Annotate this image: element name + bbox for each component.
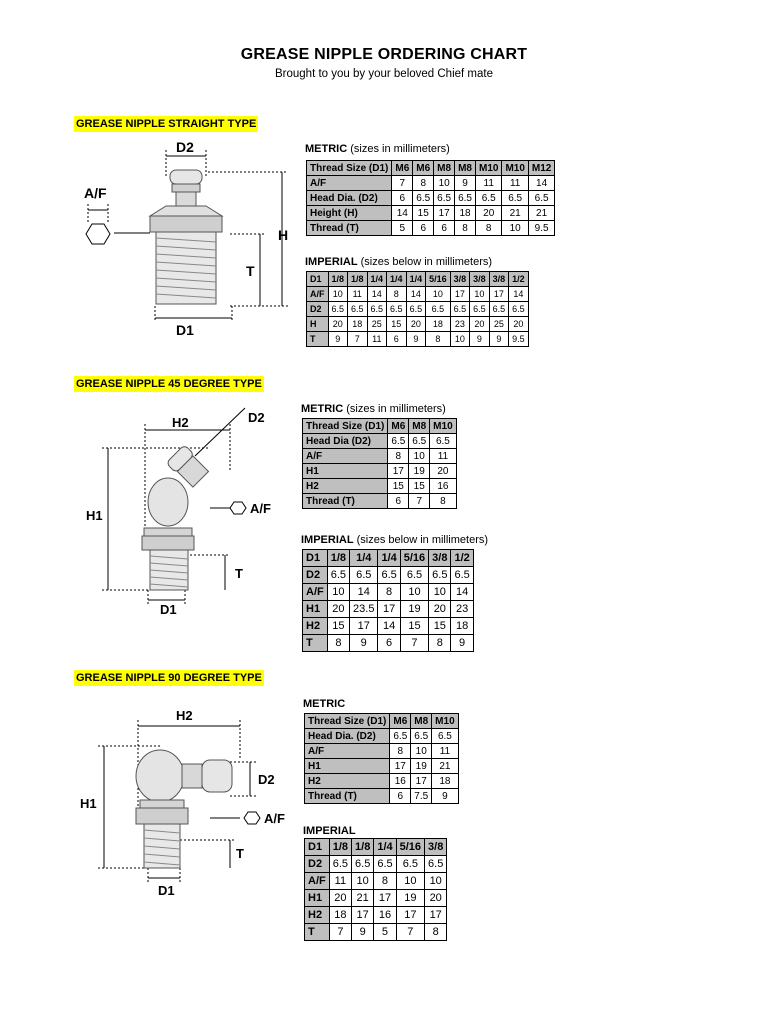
deg45-imperial-label: IMPERIAL (sizes below in millimeters) [301,534,489,546]
table-cell: 15 [388,479,409,494]
table-cell: 6.5 [374,856,396,873]
table-cell: 20 [406,317,426,332]
table-cell: 15 [400,618,428,635]
table-row [305,789,459,804]
table-cell: 7 [409,494,430,509]
table-cell: 6 [434,221,455,236]
table-cell: 3/8 [470,272,490,287]
table-cell: 6.5 [348,302,368,317]
table-cell: 20 [475,206,501,221]
table-cell: 20 [327,601,349,618]
table-cell: 10 [502,221,528,236]
table-cell: 1/8 [329,839,351,856]
table-cell: 6.5 [509,302,529,317]
table-cell: 6.5 [528,191,554,206]
straight-imperial-label: IMPERIAL (sizes below in millimeters) [305,256,493,268]
row-label-cell: H1 [303,601,328,618]
table-cell: 9 [451,635,473,652]
deg90-heading: GREASE NIPPLE 90 DEGREE TYPE [76,672,262,684]
table-cell: 10 [434,176,455,191]
table-cell: 1/8 [328,272,348,287]
table-cell: 17 [378,601,400,618]
table-cell: M10 [502,161,528,176]
table-cell: M6 [388,419,409,434]
table-cell: 7 [400,635,428,652]
table-row [303,464,457,479]
table-cell: 7.5 [411,789,432,804]
table-cell: 5 [392,221,413,236]
table-cell: 1/4 [378,550,400,567]
table-cell: 9 [328,332,348,347]
table-cell: 14 [451,584,473,601]
table-cell: 1/8 [352,839,374,856]
table-cell: 11 [430,449,456,464]
table-cell: 6.5 [432,729,458,744]
table-cell: 1/4 [387,272,407,287]
table-cell: 9 [406,332,426,347]
table-cell: 18 [432,774,458,789]
row-label-cell: H1 [305,890,330,907]
table-cell: 21 [432,759,458,774]
label-d1: D1 [160,602,177,617]
table-cell: 20 [430,464,456,479]
table-cell: 23 [450,317,470,332]
table-cell: 6.5 [400,567,428,584]
table-cell: 15 [327,618,349,635]
table-cell: 5/16 [426,272,451,287]
label-d2: D2 [176,139,194,155]
table-cell: 10 [429,584,451,601]
table-row [305,759,459,774]
label-h2: H2 [176,708,193,723]
deg45-imperial-table [302,549,474,652]
table-cell: 17 [352,907,374,924]
table-header-row [305,714,459,729]
table-cell: 17 [425,907,447,924]
table-cell: 19 [400,601,428,618]
table-cell: M8 [455,161,476,176]
deg90-nipple-diagram [80,700,300,900]
table-cell: 8 [425,924,447,941]
table-cell: 6.5 [434,191,455,206]
table-cell: 8 [475,221,501,236]
table-cell: 9 [470,332,490,347]
label-af: A/F [264,811,285,826]
table-cell: 11 [432,744,458,759]
table-cell: 11 [329,873,351,890]
row-label-cell: H2 [303,479,388,494]
table-cell: 7 [396,924,424,941]
row-label-cell: Head Dia (D2) [303,434,388,449]
table-cell: 10 [426,287,451,302]
label-t: T [235,566,243,581]
table-cell: 16 [390,774,411,789]
table-cell: 1/4 [406,272,426,287]
table-row [303,635,474,652]
table-cell: 14 [350,584,378,601]
table-row [303,601,474,618]
table-cell: M6 [390,714,411,729]
table-cell: 6.5 [470,302,490,317]
table-cell: M12 [528,161,554,176]
row-label-cell: D2 [305,856,330,873]
table-cell: 6.5 [329,856,351,873]
row-label-cell: H2 [303,618,328,635]
table-cell: 1/8 [348,272,368,287]
table-cell: 9 [489,332,509,347]
table-row [303,434,457,449]
table-cell: 20 [429,601,451,618]
table-cell: 1/2 [509,272,529,287]
table-cell: 11 [502,176,528,191]
table-cell: 6 [388,494,409,509]
table-row [303,449,457,464]
row-label-cell: Thread (T) [307,221,392,236]
row-label-cell: Thread Size (D1) [303,419,388,434]
table-cell: 6.5 [475,191,501,206]
row-label-cell: A/F [307,176,392,191]
table-cell: 18 [451,618,473,635]
table-cell: 11 [475,176,501,191]
table-cell: 15 [413,206,434,221]
table-cell: 9.5 [528,221,554,236]
table-cell: 10 [396,873,424,890]
table-cell: 6.5 [367,302,387,317]
table-cell: 3/8 [425,839,447,856]
table-cell: 8 [430,494,456,509]
table-cell: 19 [396,890,424,907]
label-t: T [246,263,255,279]
row-label-cell: Head Dia. (D2) [305,729,390,744]
table-cell: 9 [352,924,374,941]
table-row [303,618,474,635]
table-row [305,744,459,759]
table-cell: 8 [426,332,451,347]
table-cell: 11 [367,332,387,347]
table-cell: 6.5 [502,191,528,206]
table-cell: 6.5 [378,567,400,584]
straight-metric-label: METRIC (sizes in millimeters) [305,143,450,155]
table-cell: 6 [390,789,411,804]
table-cell: 17 [396,907,424,924]
table-cell: 1/2 [451,550,473,567]
table-header-row [307,272,529,287]
row-label-cell: A/F [303,449,388,464]
table-cell: 18 [426,317,451,332]
table-cell: 17 [388,464,409,479]
table-cell: 6.5 [455,191,476,206]
table-cell: 9 [350,635,378,652]
table-cell: 16 [430,479,456,494]
table-cell: 6.5 [450,302,470,317]
row-label-cell: D2 [307,302,329,317]
row-label-cell: T [303,635,328,652]
table-cell: 8 [387,287,407,302]
straight-imperial-table [306,271,529,347]
table-cell: 21 [352,890,374,907]
table-cell: 17 [411,774,432,789]
label-af: A/F [84,185,107,201]
table-cell: 17 [374,890,396,907]
table-cell: 6.5 [413,191,434,206]
table-cell: 10 [352,873,374,890]
table-row [305,856,447,873]
table-cell: 10 [409,449,430,464]
table-cell: 7 [392,176,413,191]
label-d2: D2 [258,772,275,787]
table-cell: 3/8 [450,272,470,287]
table-cell: 8 [378,584,400,601]
table-cell: 10 [470,287,490,302]
table-cell: 6.5 [406,302,426,317]
row-label-cell: D2 [303,567,328,584]
table-cell: 6.5 [387,302,407,317]
page-subtitle: Brought to you by your beloved Chief mate [275,68,493,80]
row-label-cell: D1 [305,839,330,856]
table-row [307,206,555,221]
row-label-cell: D1 [303,550,328,567]
row-label-cell: Thread (T) [305,789,390,804]
table-cell: 10 [411,744,432,759]
row-label-cell: H1 [305,759,390,774]
table-cell: M8 [411,714,432,729]
table-row [305,907,447,924]
page-title: GREASE NIPPLE ORDERING CHART [240,46,528,63]
table-cell: 6.5 [396,856,424,873]
table-cell: 9 [432,789,458,804]
row-label-cell: A/F [305,744,390,759]
table-cell: 9.5 [509,332,529,347]
table-cell: 14 [406,287,426,302]
table-cell: 14 [378,618,400,635]
table-cell: 6.5 [425,856,447,873]
table-cell: 6.5 [426,302,451,317]
table-cell: 10 [425,873,447,890]
label-af: A/F [250,501,271,516]
row-label-cell: H2 [305,907,330,924]
table-row [307,191,555,206]
table-cell: M10 [475,161,501,176]
label-d2: D2 [248,410,265,425]
row-label-cell: T [305,924,330,941]
table-cell: 6 [392,191,413,206]
table-row [305,774,459,789]
table-row [303,584,474,601]
table-cell: 14 [528,176,554,191]
table-cell: 6.5 [390,729,411,744]
row-label-cell: H1 [303,464,388,479]
table-cell: 16 [374,907,396,924]
row-label-cell: H [307,317,329,332]
row-label-cell: T [307,332,329,347]
table-cell: 15 [387,317,407,332]
table-cell: 1/8 [327,550,349,567]
table-cell: 18 [329,907,351,924]
label-h2: H2 [172,415,189,430]
table-cell: 23.5 [350,601,378,618]
table-cell: 23 [451,601,473,618]
deg45-metric-label: METRIC (sizes in millimeters) [301,403,446,415]
table-row [307,287,529,302]
deg90-metric-label: METRIC [303,698,346,710]
table-cell: 21 [502,206,528,221]
table-cell: 8 [327,635,349,652]
table-cell: 10 [450,332,470,347]
row-label-cell: A/F [307,287,329,302]
table-cell: 11 [348,287,368,302]
table-cell: 7 [348,332,368,347]
straight-heading: GREASE NIPPLE STRAIGHT TYPE [76,118,257,130]
row-label-cell: A/F [303,584,328,601]
table-cell: 6 [387,332,407,347]
table-cell: 14 [509,287,529,302]
table-cell: 8 [429,635,451,652]
table-cell: M10 [430,419,456,434]
table-cell: 5 [374,924,396,941]
deg90-imperial-table [304,838,447,941]
table-cell: M8 [409,419,430,434]
table-cell: 20 [470,317,490,332]
table-cell: 5/16 [400,550,428,567]
straight-metric-table [306,160,555,236]
table-cell: 20 [329,890,351,907]
table-cell: M6 [413,161,434,176]
table-cell: 20 [425,890,447,907]
table-cell: 6.5 [409,434,430,449]
table-cell: 20 [328,317,348,332]
table-cell: 8 [388,449,409,464]
table-cell: 15 [409,479,430,494]
label-h: H [278,227,289,243]
table-cell: 17 [434,206,455,221]
table-cell: 18 [348,317,368,332]
table-cell: 17 [350,618,378,635]
table-row [305,924,447,941]
table-cell: 8 [413,176,434,191]
label-h1: H1 [80,796,97,811]
row-label-cell: Thread Size (D1) [305,714,390,729]
table-cell: 8 [455,221,476,236]
table-header-row [303,550,474,567]
deg90-metric-table [304,713,459,804]
deg45-nipple-diagram [80,400,300,620]
table-header-row [307,161,555,176]
table-cell: 14 [367,287,387,302]
table-cell: 3/8 [489,272,509,287]
label-h1: H1 [86,508,103,523]
table-cell: 7 [329,924,351,941]
deg90-imperial-label: IMPERIAL [303,825,356,837]
table-cell: 6.5 [352,856,374,873]
table-row [305,729,459,744]
table-header-row [303,419,457,434]
straight-nipple-diagram [80,136,305,341]
table-row [303,567,474,584]
table-cell: 6 [378,635,400,652]
label-d1: D1 [176,322,194,338]
row-label-cell: D1 [307,272,329,287]
table-row [305,890,447,907]
table-row [307,176,555,191]
table-cell: 25 [367,317,387,332]
table-row [305,873,447,890]
table-cell: 5/16 [396,839,424,856]
table-cell: 10 [400,584,428,601]
table-cell: 1/4 [367,272,387,287]
table-cell: 17 [450,287,470,302]
table-cell: 10 [327,584,349,601]
table-cell: M10 [432,714,458,729]
table-cell: 6.5 [328,302,348,317]
table-row [307,302,529,317]
table-cell: 1/4 [374,839,396,856]
table-row [307,221,555,236]
table-cell: 19 [411,759,432,774]
table-cell: 10 [328,287,348,302]
table-row [307,332,529,347]
table-cell: 18 [455,206,476,221]
table-cell: 6.5 [451,567,473,584]
table-cell: 17 [489,287,509,302]
row-label-cell: Height (H) [307,206,392,221]
table-cell: M6 [392,161,413,176]
table-cell: 8 [374,873,396,890]
table-cell: 6.5 [430,434,456,449]
deg45-metric-table [302,418,457,509]
row-label-cell: Thread Size (D1) [307,161,392,176]
table-cell: 6 [413,221,434,236]
table-cell: 6.5 [489,302,509,317]
row-label-cell: Thread (T) [303,494,388,509]
deg45-heading: GREASE NIPPLE 45 DEGREE TYPE [76,378,262,390]
label-t: T [236,846,244,861]
table-header-row [305,839,447,856]
table-row [303,494,457,509]
table-row [303,479,457,494]
row-label-cell: A/F [305,873,330,890]
table-cell: 6.5 [429,567,451,584]
table-cell: 8 [390,744,411,759]
table-cell: 6.5 [388,434,409,449]
table-cell: 9 [455,176,476,191]
table-cell: M8 [434,161,455,176]
table-cell: 19 [409,464,430,479]
table-cell: 21 [528,206,554,221]
row-label-cell: H2 [305,774,390,789]
table-cell: 20 [509,317,529,332]
table-row [307,317,529,332]
table-cell: 25 [489,317,509,332]
table-cell: 1/4 [350,550,378,567]
table-cell: 3/8 [429,550,451,567]
table-cell: 6.5 [327,567,349,584]
table-cell: 17 [390,759,411,774]
row-label-cell: Head Dia. (D2) [307,191,392,206]
table-cell: 15 [429,618,451,635]
label-d1: D1 [158,883,175,898]
table-cell: 6.5 [350,567,378,584]
table-cell: 6.5 [411,729,432,744]
table-cell: 14 [392,206,413,221]
